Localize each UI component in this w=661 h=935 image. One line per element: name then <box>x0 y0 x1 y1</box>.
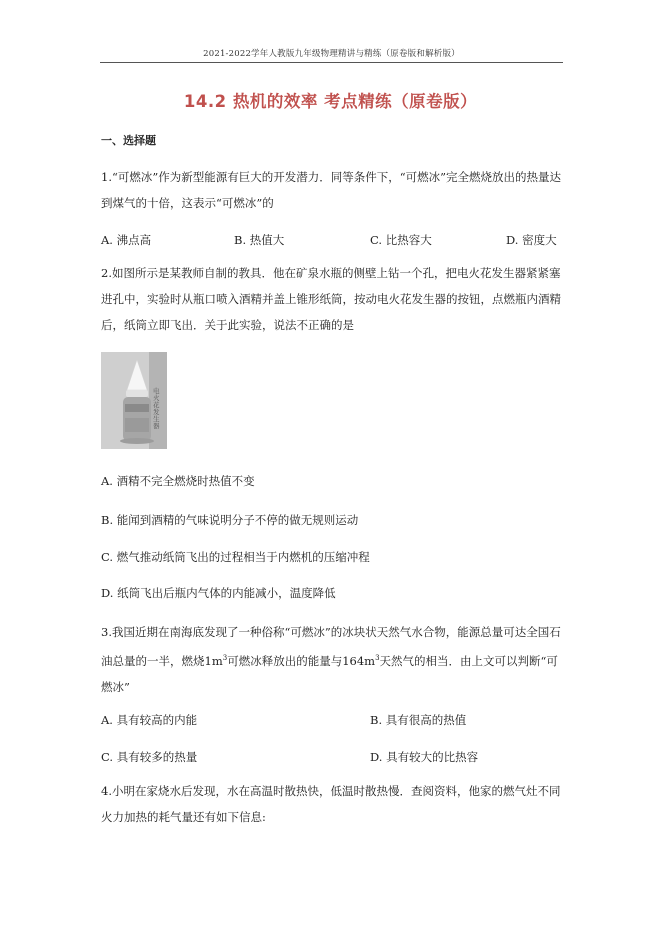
running-header: 2021-2022学年人教版九年级物理精讲与精练（原卷版和解析版） <box>203 49 460 59</box>
question-2-option-d: D. 纸筒飞出后瓶内气体的内能减小，温度降低 <box>101 586 336 600</box>
section-heading: 一、选择题 <box>101 134 156 147</box>
question-2-option-a: A. 酒精不完全燃烧时热值不变 <box>101 474 255 488</box>
question-2-option-c: C. 燃气推动纸筒飞出的过程相当于内燃机的压缩冲程 <box>101 550 370 564</box>
question-3-sup1: 3 <box>222 654 228 662</box>
figure-label: 电火花发生器 <box>153 387 160 430</box>
question-3-option-c: C. 具有较多的热量 <box>101 750 198 764</box>
question-2-stem: 2.如图所示是某教师自制的教具．他在矿泉水瓶的侧壁上钻一个孔，把电火花发生器紧紧塞进孔中，实验时从瓶口喷入酒精并盖上锥形纸筒，按动电火花发生器的按钮，点燃瓶内酒精后，纸筒立即飞出．关于此实验，说法不正确的是 <box>101 266 561 332</box>
question-3-option-a: A. 具有较高的内能 <box>101 713 198 727</box>
question-3-stem-part1: 3.我国近期在南海底发现了一种俗称“可燃冰”的冰块状天然气水合物，能源总量可达全国石油总量的一半，燃烧1m <box>101 625 561 668</box>
header-rule <box>100 62 563 63</box>
question-1-option-c: C. 比热容大 <box>370 233 432 247</box>
question-3-stem <box>101 619 567 700</box>
question-3-stem-part2: 可燃冰释放出的能量与164m <box>227 653 376 668</box>
question-4-stem: 4.小明在家烧水后发现，水在高温时散热快，低温时散热慢．查阅资料，他家的燃气灶不同火力加热的耗气量还有如下信息: <box>101 784 561 824</box>
question-2-option-b: B. 能闻到酒精的气味说明分子不停的做无规则运动 <box>101 513 359 527</box>
question-3-stem-part3: 天然气的相当．由上文可以判断“可燃冰” <box>101 653 558 694</box>
question-1-stem: 1.“可燃冰”作为新型能源有巨大的开发潜力．同等条件下，“可燃冰”完全燃烧放出的热量达到煤气的十倍，这表示“可燃冰”的 <box>101 170 561 210</box>
question-1-option-b: B. 热值大 <box>234 233 285 247</box>
question-3-sup2: 3 <box>375 654 380 662</box>
document-title: 14.2 热机的效率 考点精练（原卷版） <box>183 92 478 111</box>
question-1-option-a: A. 沸点高 <box>101 233 152 247</box>
question-3-option-b: B. 具有很高的热值 <box>370 713 467 727</box>
question-1-option-d: D. 密度大 <box>506 233 557 247</box>
experiment-photo <box>101 352 167 449</box>
question-3-option-d: D. 具有较大的比热容 <box>370 750 479 764</box>
